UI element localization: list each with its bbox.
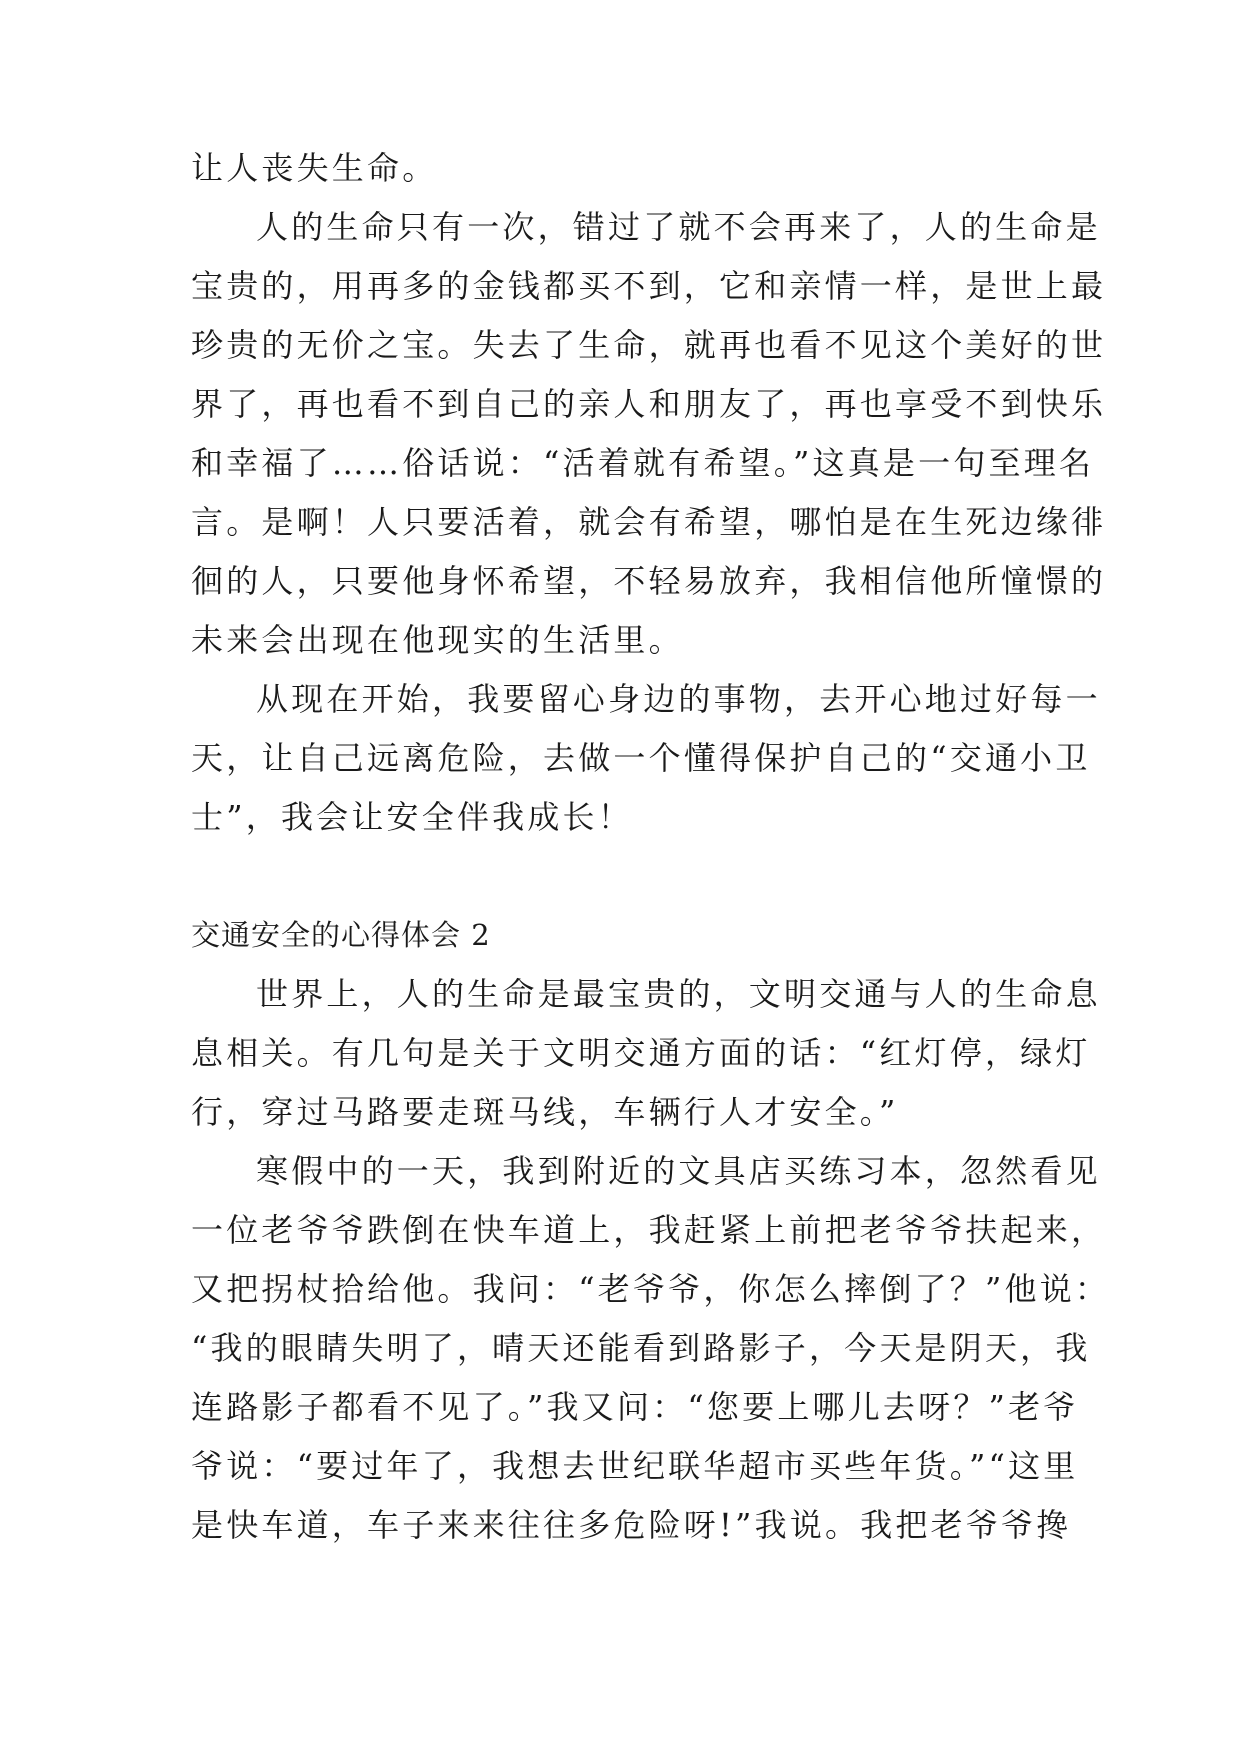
paragraph-line: 从现在开始，我要留心身边的事物，去开心地过好每一 <box>256 680 1101 718</box>
paragraph-line: 徊的人，只要他身怀希望，不轻易放弃，我相信他所憧憬的 <box>191 562 1107 600</box>
paragraph-line: 爷说：“要过年了，我想去世纪联华超市买些年货。”“这里 <box>191 1447 1079 1485</box>
paragraph-line: 珍贵的无价之宝。失去了生命，就再也看不见这个美好的世 <box>191 326 1107 364</box>
paragraph-line: 士”，我会让安全伴我成长！ <box>191 798 633 836</box>
paragraph-line: 是快车道，车子来来往往多危险呀!”我说。我把老爷爷搀 <box>191 1506 1072 1544</box>
paragraph-line: 和幸福了……俗话说：“活着就有希望。”这真是一句至理名 <box>191 444 1095 482</box>
section-heading: 交通安全的心得体会 2 <box>191 918 491 952</box>
paragraph-line: 界了，再也看不到自己的亲人和朋友了，再也享受不到快乐 <box>191 385 1107 423</box>
paragraph-line: 人的生命只有一次，错过了就不会再来了，人的生命是 <box>256 208 1101 246</box>
paragraph-line: 宝贵的，用再多的金钱都买不到，它和亲情一样，是世上最 <box>191 267 1107 305</box>
paragraph-line: 天，让自己远离危险，去做一个懂得保护自己的“交通小卫 <box>191 739 1091 777</box>
paragraph-line: 又把拐杖拾给他。我问：“老爷爷，你怎么摔倒了？”他说： <box>191 1270 1111 1308</box>
paragraph-line: 言。是啊！人只要活着，就会有希望，哪怕是在生死边缘徘 <box>191 503 1107 541</box>
paragraph-line: 寒假中的一天，我到附近的文具店买练习本，忽然看见 <box>256 1152 1101 1190</box>
paragraph-line: 世界上，人的生命是最宝贵的，文明交通与人的生命息 <box>256 975 1101 1013</box>
paragraph-line: 息相关。有几句是关于文明交通方面的话：“红灯停，绿灯 <box>191 1034 1091 1072</box>
paragraph-line: 行，穿过马路要走斑马线，车辆行人才安全。” <box>191 1093 899 1131</box>
paragraph-line: 一位老爷爷跌倒在快车道上，我赶紧上前把老爷爷扶起来， <box>191 1211 1107 1249</box>
paragraph-line: 未来会出现在他现实的生活里。 <box>191 621 684 659</box>
paragraph-line: 让人丧失生命。 <box>191 149 438 187</box>
paragraph-line: “我的眼睛失明了，晴天还能看到路影子，今天是阴天，我 <box>191 1329 1091 1367</box>
paragraph-line: 连路影子都看不见了。”我又问：“您要上哪儿去呀？”老爷 <box>191 1388 1079 1426</box>
